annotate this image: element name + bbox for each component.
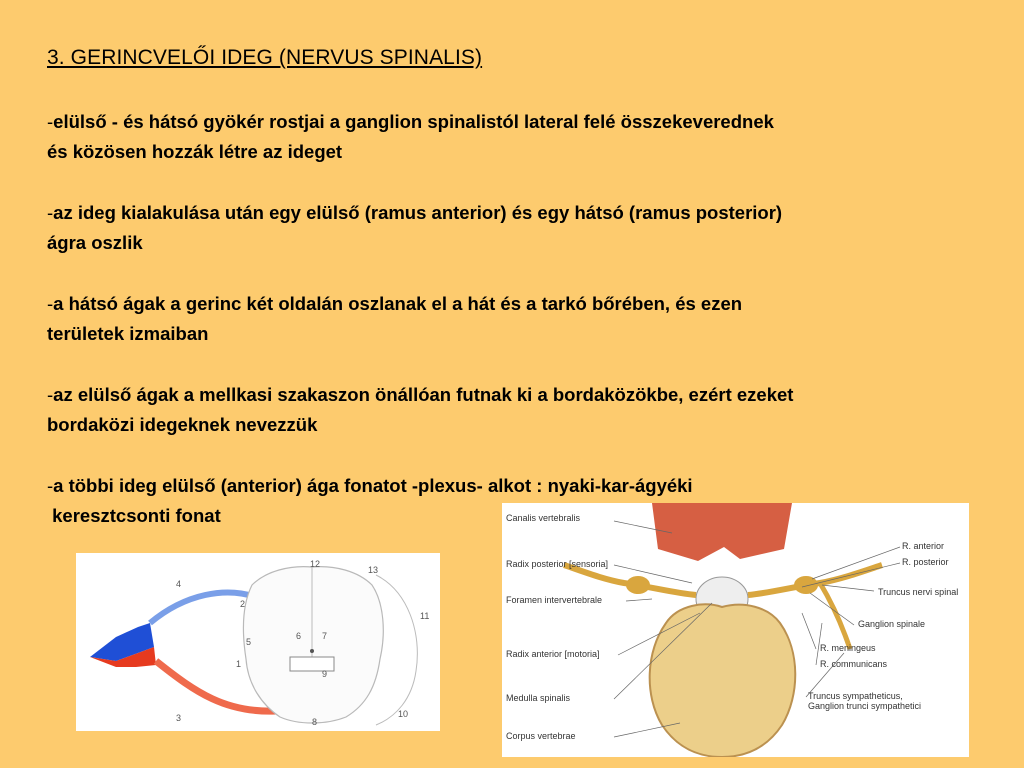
spinal-cord-svg	[76, 553, 440, 731]
pointer-truncus-nervi	[822, 585, 874, 591]
bullet-item	[47, 198, 987, 258]
bullet-text: bordaközi idegeknek nevezzük	[47, 414, 318, 435]
label-r-anterior: R. anterior	[902, 541, 945, 551]
label-1: 1	[236, 659, 242, 669]
ganglion-spinale	[794, 576, 818, 594]
label-r-meningeus: R. meningeus	[820, 643, 876, 653]
spinal-cord-diagram	[76, 553, 440, 731]
label-truncus-nervi-spinalis: Truncus nervi spinal	[878, 587, 959, 597]
label-4: 4	[176, 579, 182, 589]
label-7: 7	[322, 631, 328, 641]
bullet-dash: -	[47, 475, 54, 496]
label-10: 10	[398, 709, 409, 719]
label-radix-anterior: Radix anterior [motoria]	[506, 649, 600, 659]
vertebra-nerve-svg	[502, 503, 969, 757]
label-12: 12	[310, 559, 321, 569]
label-5: 5	[246, 637, 252, 647]
label-foramen-intervertebrale: Foramen intervertebrale	[506, 595, 603, 605]
bullet-item	[47, 107, 987, 167]
central-canal	[310, 649, 314, 653]
bullet-text: a többi ideg elülső (anterior) ága fonatot -plexus- alkot : nyaki-kar-ágyéki	[53, 475, 693, 496]
pointer-r-posterior	[802, 563, 900, 587]
label-2: 2	[240, 599, 246, 609]
bullet-text: keresztcsonti fonat	[47, 505, 221, 526]
bullet-text: az elülső ágak a mellkasi szakaszon önállóan futnak ki a bordaközökbe, ezért ezeket	[53, 384, 794, 405]
bullet-dash: -	[47, 384, 54, 405]
vertebra-nerve-diagram	[502, 503, 969, 757]
bullet-dash: -	[47, 111, 54, 132]
bullet-text: a hátsó ágak a gerinc két oldalán oszlanak el a hát és a tarkó bőrében, és ezen	[53, 293, 743, 314]
back-muscles	[652, 503, 792, 561]
bullet-text: elülső - és hátsó gyökér rostjai a ganglion spinalistól lateral felé összekeverednek	[53, 111, 774, 132]
label-ganglion-trunci: Ganglion trunci sympathetici	[808, 701, 922, 711]
bullet-text: az ideg kialakulása után egy elülső (ramus anterior) és egy hátsó (ramus posterior)	[53, 202, 783, 223]
pointer-foramen	[626, 599, 652, 601]
label-11: 11	[420, 611, 430, 621]
commissure	[290, 657, 334, 671]
label-6: 6	[296, 631, 302, 641]
label-r-communicans: R. communicans	[820, 659, 888, 669]
bullet-list	[47, 107, 987, 562]
label-ganglion-spinale: Ganglion spinale	[858, 619, 926, 629]
label-3: 3	[176, 713, 182, 723]
cord-outline	[244, 567, 384, 723]
label-medulla-spinalis: Medulla spinalis	[506, 693, 571, 703]
bullet-item	[47, 289, 987, 349]
bullet-dash: -	[47, 202, 54, 223]
label-9: 9	[322, 669, 328, 679]
label-13: 13	[368, 565, 379, 575]
sympathetic-trunk	[820, 583, 850, 649]
pointer-ganglion	[810, 593, 854, 625]
label-8: 8	[312, 717, 318, 727]
bullet-text: ágra oszlik	[47, 232, 143, 253]
label-corpus-vertebrae: Corpus vertebrae	[506, 731, 576, 741]
label-radix-posterior: Radix posterior [sensoria]	[506, 559, 609, 569]
label-r-posterior: R. posterior	[902, 557, 949, 567]
label-truncus-sympatheticus: Truncus sympatheticus,	[808, 691, 903, 701]
label-canalis-vertebralis: Canalis vertebralis	[506, 513, 581, 523]
pointer-meningeus	[802, 613, 816, 649]
ganglion-spinale-left	[626, 576, 650, 594]
bullet-text: és közösen hozzák létre az ideget	[47, 141, 343, 162]
slide-title: 3. GERINCVELŐI IDEG (NERVUS SPINALIS)	[47, 46, 483, 69]
bullet-text: területek izmaiban	[47, 323, 209, 344]
bullet-item	[47, 380, 987, 440]
bullet-dash: -	[47, 293, 54, 314]
